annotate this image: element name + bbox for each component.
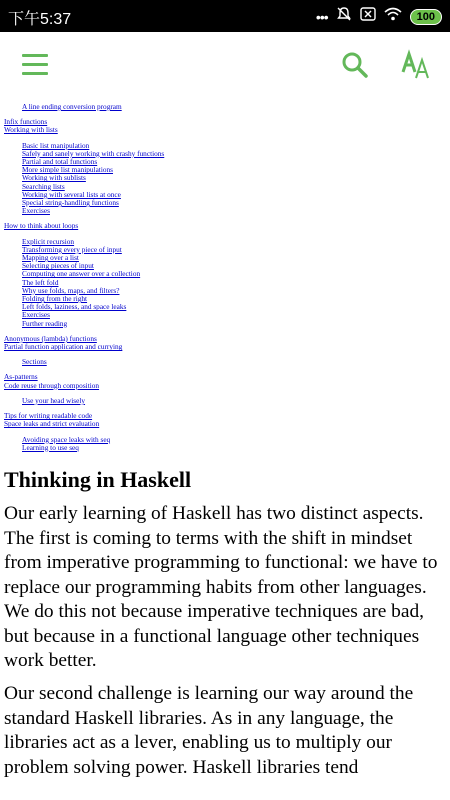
toc-link[interactable]: The left fold — [22, 277, 59, 287]
toc-link[interactable]: Working with several lists at once — [22, 189, 121, 199]
toc-link[interactable]: More simple list manipulations — [22, 165, 114, 175]
toc-link[interactable]: Learning to use seq — [22, 442, 79, 452]
toc-gap — [4, 351, 450, 358]
toc-link[interactable]: Basic list manipulation — [22, 140, 90, 150]
toc-link[interactable]: Selecting pieces of input — [22, 261, 94, 271]
body-paragraph: Our early learning of Haskell has two distinct aspects. The first is coming to terms with the shift in mindset from imperative programming to functional: we have to replace our programming habits from other languages. We do this not because imperative techniques are bad, but because in a functional language other techniques work better. — [4, 502, 438, 672]
toc-link[interactable]: Tips for writing readable code — [4, 411, 93, 421]
sim-icon — [360, 7, 376, 26]
body-paragraph: Our second challenge is learning our way around the standard Haskell libraries. As in any language, the libraries act as a lever, enabling us to multiply our problem solving power. Haskell libraries tend — [4, 683, 414, 778]
toc-link[interactable]: Avoiding space leaks with seq — [22, 434, 111, 444]
menu-icon-bar — [22, 54, 48, 57]
toc-gap — [4, 366, 450, 373]
app-bar — [0, 32, 450, 100]
toc-link[interactable]: Use your head wisely — [22, 395, 86, 405]
toc-link[interactable]: Computing one answer over a collection — [22, 269, 141, 279]
toc-link[interactable]: How to think about loops — [4, 221, 79, 231]
toc-link[interactable]: Explicit recursion — [22, 236, 75, 246]
search-icon — [340, 50, 370, 80]
toc-link[interactable]: Partial function application and currying — [4, 342, 123, 352]
toc-link[interactable]: Code reuse through composition — [4, 380, 100, 390]
menu-icon-bar — [22, 72, 48, 75]
menu-icon-bar — [22, 63, 48, 66]
toc-link[interactable]: Further reading — [22, 318, 68, 328]
toc-link[interactable]: Transforming every piece of input — [22, 244, 122, 254]
font-size-button[interactable] — [400, 48, 432, 80]
toc-link[interactable]: As-patterns — [4, 372, 38, 382]
book-content[interactable] — [0, 100, 450, 800]
toc-link[interactable]: Safely and sanely working with crashy functions — [22, 148, 165, 158]
toc-link[interactable]: Special string-handling functions — [22, 198, 119, 208]
toc-link[interactable]: Why use folds, maps, and filters? — [22, 285, 120, 295]
menu-button[interactable] — [22, 54, 48, 76]
toc-link[interactable]: Exercises — [22, 310, 50, 320]
toc-link[interactable]: A line ending conversion program — [22, 102, 122, 111]
toc-link[interactable]: Infix functions — [4, 117, 48, 127]
status-icons — [316, 6, 442, 27]
section-heading: Thinking in Haskell — [4, 466, 192, 492]
font-size-icon — [400, 48, 432, 80]
wifi-icon — [384, 7, 402, 26]
toc-link[interactable]: Exercises — [22, 206, 50, 216]
status-bar — [0, 0, 450, 32]
toc-link[interactable]: Partial and total functions — [22, 157, 98, 167]
status-time: 下午5:37 — [8, 11, 72, 28]
toc-link[interactable]: Sections — [22, 357, 47, 367]
toc-link[interactable]: Left folds, laziness, and space leaks — [22, 302, 127, 312]
toc-link[interactable]: Working with lists — [4, 125, 58, 135]
toc-link[interactable]: Space leaks and strict evaluation — [4, 419, 100, 429]
toc-link[interactable]: Working with sublists — [22, 173, 86, 183]
toc-link[interactable]: Searching lists — [22, 181, 65, 191]
more-dots-icon: ••• — [315, 8, 328, 25]
toc-link[interactable]: Folding from the right — [22, 294, 88, 304]
table-of-contents — [0, 103, 450, 452]
toc-link[interactable]: Anonymous (lambda) functions — [4, 333, 97, 343]
toc-gap — [4, 111, 450, 118]
mute-icon — [336, 6, 352, 27]
search-button[interactable] — [340, 50, 370, 80]
battery-icon: 100 — [410, 9, 442, 25]
toc-link[interactable]: Mapping over a list — [22, 253, 79, 263]
